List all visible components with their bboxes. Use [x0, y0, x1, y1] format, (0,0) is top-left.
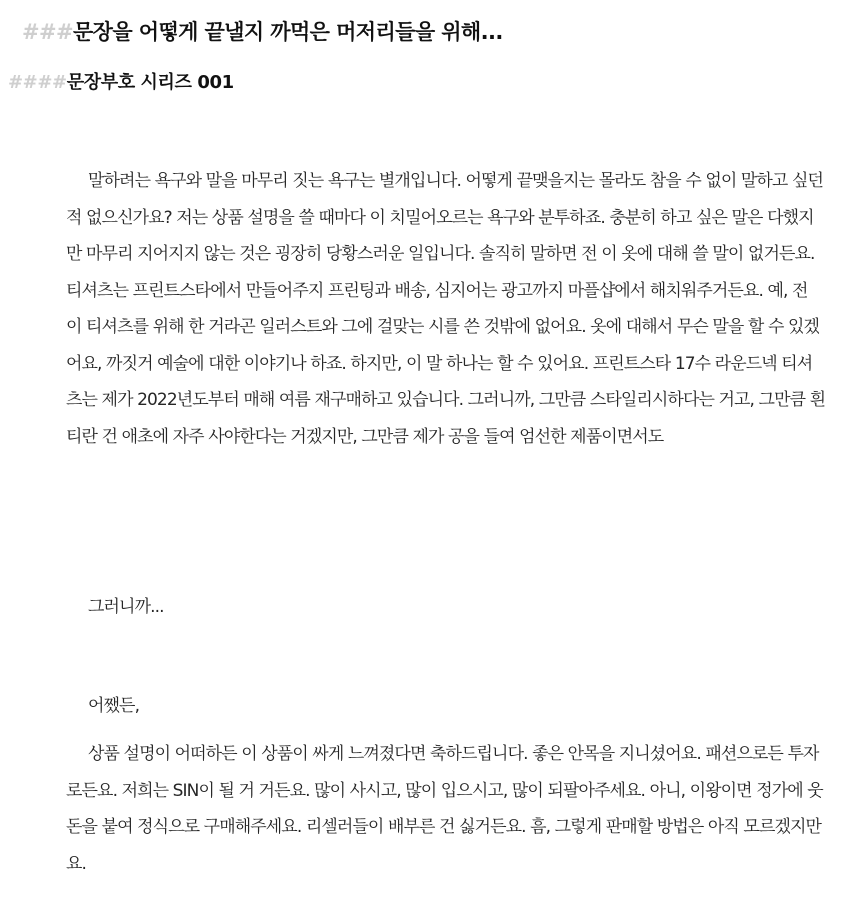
series-subtitle — [8, 68, 234, 98]
page-title-text: 문장을 어떻게 끝낼지 까먹은 머저리들을 위해... — [73, 20, 503, 44]
page-title — [22, 16, 503, 48]
paragraph-so: 그러니까... — [88, 597, 164, 617]
heading-marker: ### — [22, 20, 73, 44]
series-subtitle-text: 문장부호 시리즈 001 — [66, 72, 234, 93]
paragraph-intro: 말하려는 욕구와 말을 마무리 짓는 욕구는 별개입니다. 어떻게 끝맺을지는 몰라도 참을 수 없이 말하고 싶던 적 없으신가요? 저는 상품 설명을 쓸 때마다 이 치밀어오르는 욕구와 분투하죠. 충분히 하고 싶은 말은 다했지만 마무리 지어지지 않는 것은 굉장히 당황스러운 일입니다. 솔직히 말하면 전 이 옷에 대해 쓸 말이 없거든요. 티셔츠는 프린트스타에서 만들어주지 프린팅과 배송, 심지어는 광고까지 마플샵에서 해치워주거든요. 예, 전 이 티셔츠를 위해 한 거라곤 일러스트와 그에 걸맞는 시를 쓴 것밖에 없어요. 옷에 대해서 무슨 말을 할 수 있겠어요, 까짓거 예술에 대한 이야기나 하죠. 하지만, 이 말 하나는 할 수 있어요. 프린트스타 17수 라운드넥 티셔츠는 제가 2022년도부터 매해 여름 재구매하고 있습니다. 그러니까, 그만큼 스타일리시하다는 거고, 그만큼 흰티란 건 애초에 자주 사야한다는 거겠지만, 그만큼 제가 공을 들여 엄선한 제품이면서도 — [66, 171, 826, 447]
paragraph-anyway: 어쨌든, — [88, 696, 140, 716]
paragraph-closing: 상품 설명이 어떠하든 이 상품이 싸게 느껴졌다면 축하드립니다. 좋은 안목을 지니셨어요. 패션으로든 투자로든요. 저희는 SIN이 될 거 거든요. 많이 사시고, 많이 입으시고, 많이 되팔아주세요. 아니, 이왕이면 정가에 웃돈을 붙여 정식으로 구매해주세요. 리셀러들이 배부른 건 싫거든요. 흠, 그렇게 판매할 방법은 아직 모르겠지만요. — [66, 744, 823, 874]
subheading-marker: #### — [8, 72, 67, 93]
